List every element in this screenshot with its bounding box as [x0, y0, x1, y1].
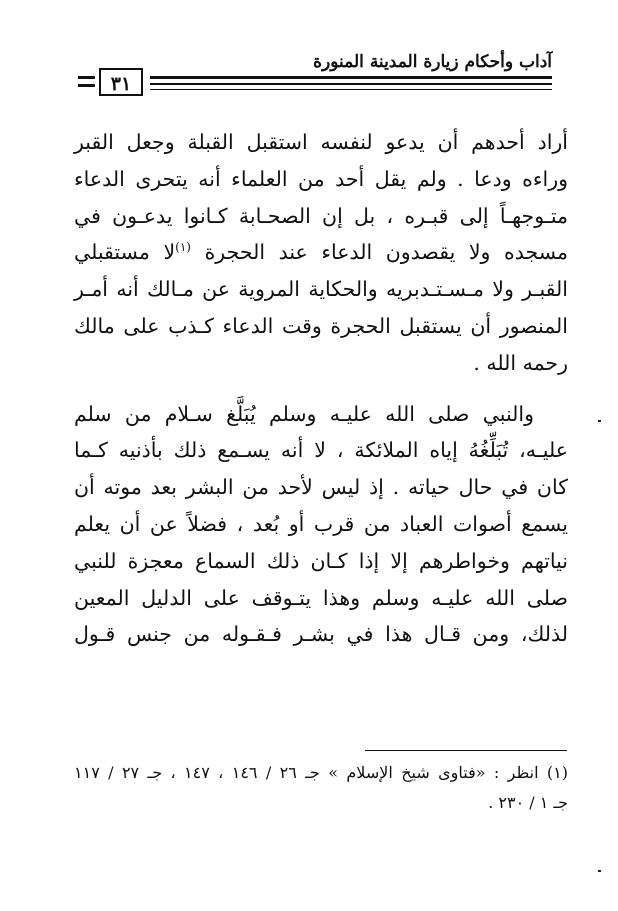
text-line: نياتهم وخواطرهم إلا إذا كـان ذلك السماع معجزة للنبي — [74, 548, 568, 573]
scan-speck — [598, 420, 601, 422]
header-rule — [150, 76, 552, 79]
running-header-title: آداب وأحكام زيارة المدينة المنورة — [313, 52, 552, 72]
text-line: المنصور أن يستقبل الحجرة وقت الدعاء كـذب على مالك — [74, 313, 568, 338]
footnote-separator — [365, 750, 567, 751]
scan-speck — [598, 870, 601, 872]
text-segment: لا مستقبلي — [74, 240, 176, 265]
header-rule — [150, 89, 552, 90]
text-line: القبـر ولا مـسـتـدبريه والحكاية المروية عن مـالك أنه أمـر — [74, 277, 568, 302]
text-line: والنبي صلى الله عليـه وسلم يُبَلَّغ سـلام من سلم — [74, 401, 534, 426]
header-rule — [150, 83, 552, 85]
text-line: يسمع أصوات العباد من قرب أو بُعد ، فضلاً عن أن يعلم — [74, 511, 568, 536]
footnote-reference: (١) — [175, 240, 191, 255]
body-text — [74, 124, 568, 653]
text-line: عليـه، تُبَلِّغُهُ إياه الملائكة ، لا أنه يسـمع ذلك بأذنيه كـما — [74, 438, 568, 463]
text-line — [74, 234, 568, 271]
text-line: كان في حال حياته . إذ ليس لأحد من البشر بعد موته أن — [74, 475, 568, 500]
page-number-ornament — [78, 76, 95, 79]
footnote-line: جـ ١ / ٢٣٠ . — [488, 793, 568, 812]
page-number: ٣١ — [99, 68, 143, 96]
text-line: رحمه الله . — [473, 350, 568, 375]
text-line: لذلك، ومن قـال هذا في بشـر فـقـوله من جنس قـول — [74, 622, 568, 647]
paragraph-gap — [74, 382, 568, 396]
text-line: صلى الله عليـه وسلم وهذا يتـوقف على الدليل المعين — [74, 585, 568, 610]
text-line: وراءه ودعا . ولم يقل أحد من العلماء أنه يتحرى الدعاء — [74, 166, 568, 191]
page-number-ornament — [78, 84, 95, 87]
footnote — [74, 758, 568, 818]
footnote-line: (١) انظر : «فتاوى شيخ الإسلام » جـ ٢٦ / ١٤٦ ، ١٤٧ ، جـ ٢٧ / ١١٧ — [74, 763, 568, 782]
text-line: متـوجهـاً إلى قبـره ، بل إن الصحـابة كـانوا يدعـون في — [74, 203, 568, 228]
text-line: أراد أحدهم أن يدعو لنفسه استقبل القبلة وجعل القبر — [74, 130, 568, 154]
text-segment: مسجده ولا يقصدون الدعاء عند الحجرة — [204, 240, 569, 265]
